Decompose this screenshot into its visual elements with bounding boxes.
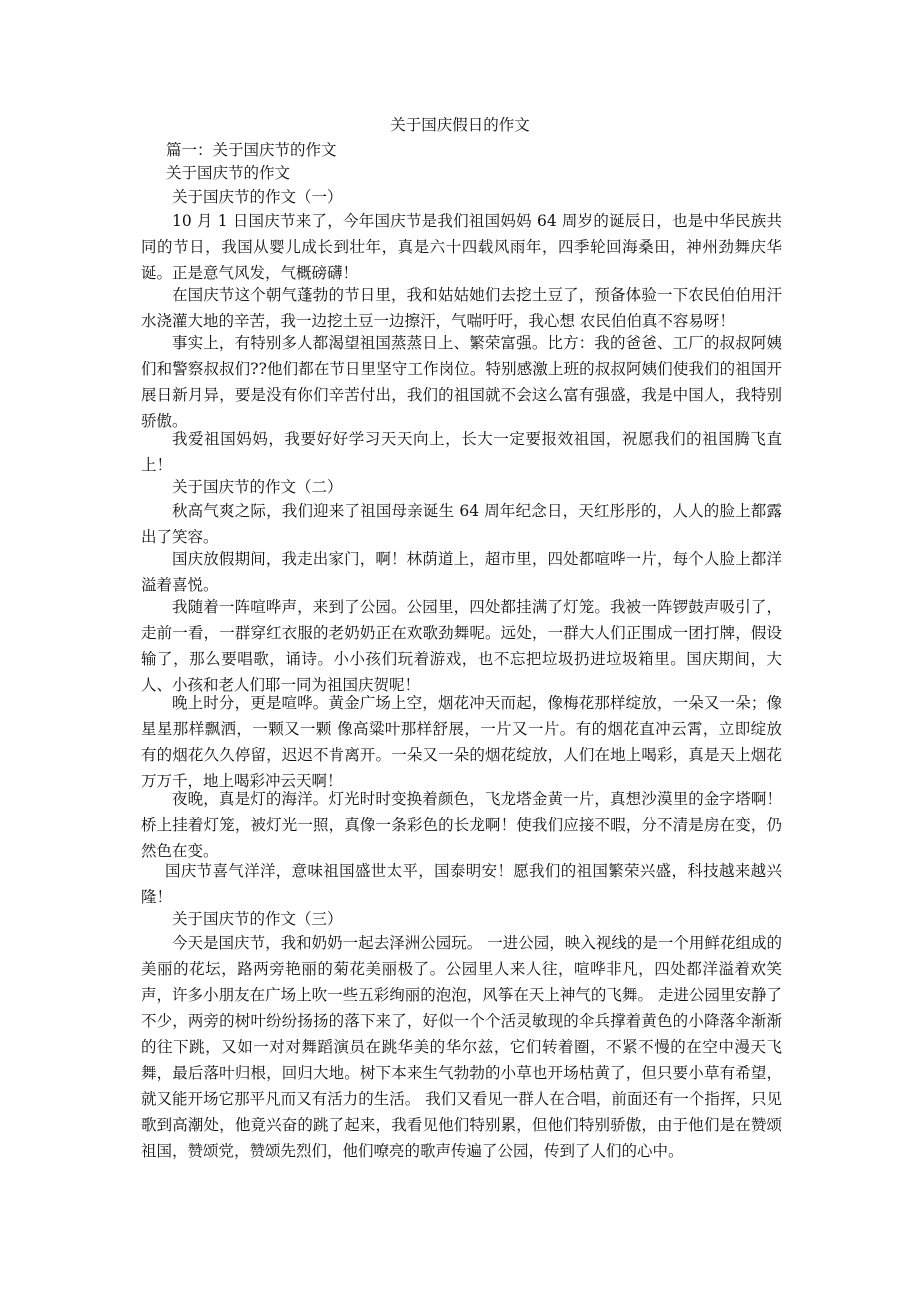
essay-1-paragraph-3: 事实上，有特别多人都渴望祖国蒸蒸日上、繁荣富强。比方：我的爸爸、工厂的叔叔阿姨们和警察叔叔们??他们都在节日里坚守工作岗位。特别感激上班的叔叔阿姨们使我们的祖国开展日新月异，要是没有你们辛苦付出，我们的祖国就不会这么富有强盛，我是中国人，我特别骄傲。 — [141, 334, 782, 430]
essay-1-paragraph-4: 我爱祖国妈妈，我要好好学习天天向上，长大一定要报效祖国，祝愿我们的祖国腾飞直上！ — [141, 430, 782, 474]
essay-1-heading: 关于国庆节的作文（一） — [172, 188, 343, 206]
essay-1-paragraph-2: 在国庆节这个朝气蓬勃的节日里，我和姑姑她们去挖土豆了，预备体验一下农民伯伯用汗水浇灌大地的辛苦，我一边挖土豆一边擦汗，气喘吁吁，我心想 农民伯伯真不容易呀！ — [141, 286, 782, 330]
essay-2-paragraph-5: 夜晚，真是灯的海洋。灯光时时变换着颜色，飞龙塔金黄一片，真想沙漠里的金字塔啊！桥上挂着灯笼，被灯光一照，真像一条彩色的长龙啊！使我们应接不暇，分不清是房在变，仍然色在变。 — [141, 790, 782, 860]
section-heading: 篇一：关于国庆节的作文 — [166, 141, 337, 159]
essay-1-paragraph-1: 10 月 1 日国庆节来了，今年国庆节是我们祖国妈妈 64 周岁的诞辰日，也是中华民族共同的节日，我国从婴儿成长到壮年，真是六十四载风雨年，四季轮回海桑田，神州劲舞庆华诞。正是意气风发，气概磅礴！ — [141, 212, 782, 282]
essay-2-paragraph-1: 秋高气爽之际，我们迎来了祖国母亲诞生 64 周年纪念日，天红彤彤的，人人的脸上都露出了笑容。 — [141, 502, 782, 546]
essay-2-paragraph-6: 国庆节喜气洋洋，意味祖国盛世太平，国泰明安！愿我们的祖国繁荣兴盛，科技越来越兴隆！ — [141, 862, 782, 906]
essay-2-heading: 关于国庆节的作文（二） — [172, 478, 343, 496]
essay-2-paragraph-2: 国庆放假期间，我走出家门，啊！林荫道上，超市里，四处都喧哗一片，每个人脸上都洋溢着喜悦。 — [141, 550, 782, 594]
document-title: 关于国庆假日的作文 — [390, 116, 530, 134]
essay-2-paragraph-3: 我随着一阵喧哗声，来到了公园。公园里，四处都挂满了灯笼。我被一阵锣鼓声吸引了，走前一看，一群穿红衣服的老奶奶正在欢歌劲舞呢。远处，一群大人们正围成一团打牌，假设输了，那么要唱歌，诵诗。小小孩们玩着游戏，也不忘把垃圾扔进垃圾箱里。国庆期间，大人、小孩和老人们耶一同为祖国庆贺呢！ — [141, 598, 782, 694]
essay-3-paragraph-1: 今天是国庆节，我和奶奶一起去泽洲公园玩。 一进公园，映入视线的是一个用鲜花组成的美丽的花坛，路两旁艳丽的菊花美丽极了。公园里人来人往，喧哗非凡，四处都洋溢着欢笑声，许多小朋友在广场上吹一些五彩绚丽的泡泡，风筝在天上神气的飞舞。 走进公园里安静了不少，两旁的树叶纷纷扬扬的落下来了，好似一个个活灵敏现的伞兵撑着黄色的小降落伞渐渐的往下跳，又如一对对舞蹈演员在跳华美的华尔兹，它们转着圈，不紧不慢的在空中漫天飞舞，最后落叶归根，回归大地。树下本来生气勃勃的小草也开场枯黄了，但只要小草有希望，就又能开场它那平凡而又有活力的生活。 我们又看见一群人在合唱，前面还有一个指挥，只见歌到高潮处，他竟兴奋的跳了起来，我看见他们特别累，但他们特别骄傲，由于他们是在赞颂祖国，赞颂党，赞颂先烈们，他们嘹亮的歌声传遍了公园，传到了人们的心中。 — [141, 934, 782, 1160]
essay-2-paragraph-4: 晚上时分，更是喧哗。黄金广场上空，烟花冲天而起，像梅花那样绽放，一朵又一朵；像星星那样飘洒，一颗又一颗 像高粱叶那样舒展，一片又一片。有的烟花直冲云霄，立即绽放 有的烟花久久停留，迟迟不肯离开。一朵又一朵的烟花绽放，人们在地上喝彩，真是天上烟花万万千，地上喝彩冲云天啊！ — [141, 694, 782, 790]
essay-3-heading: 关于国庆节的作文（三） — [172, 910, 343, 928]
sub-heading: 关于国庆节的作文 — [166, 164, 291, 182]
